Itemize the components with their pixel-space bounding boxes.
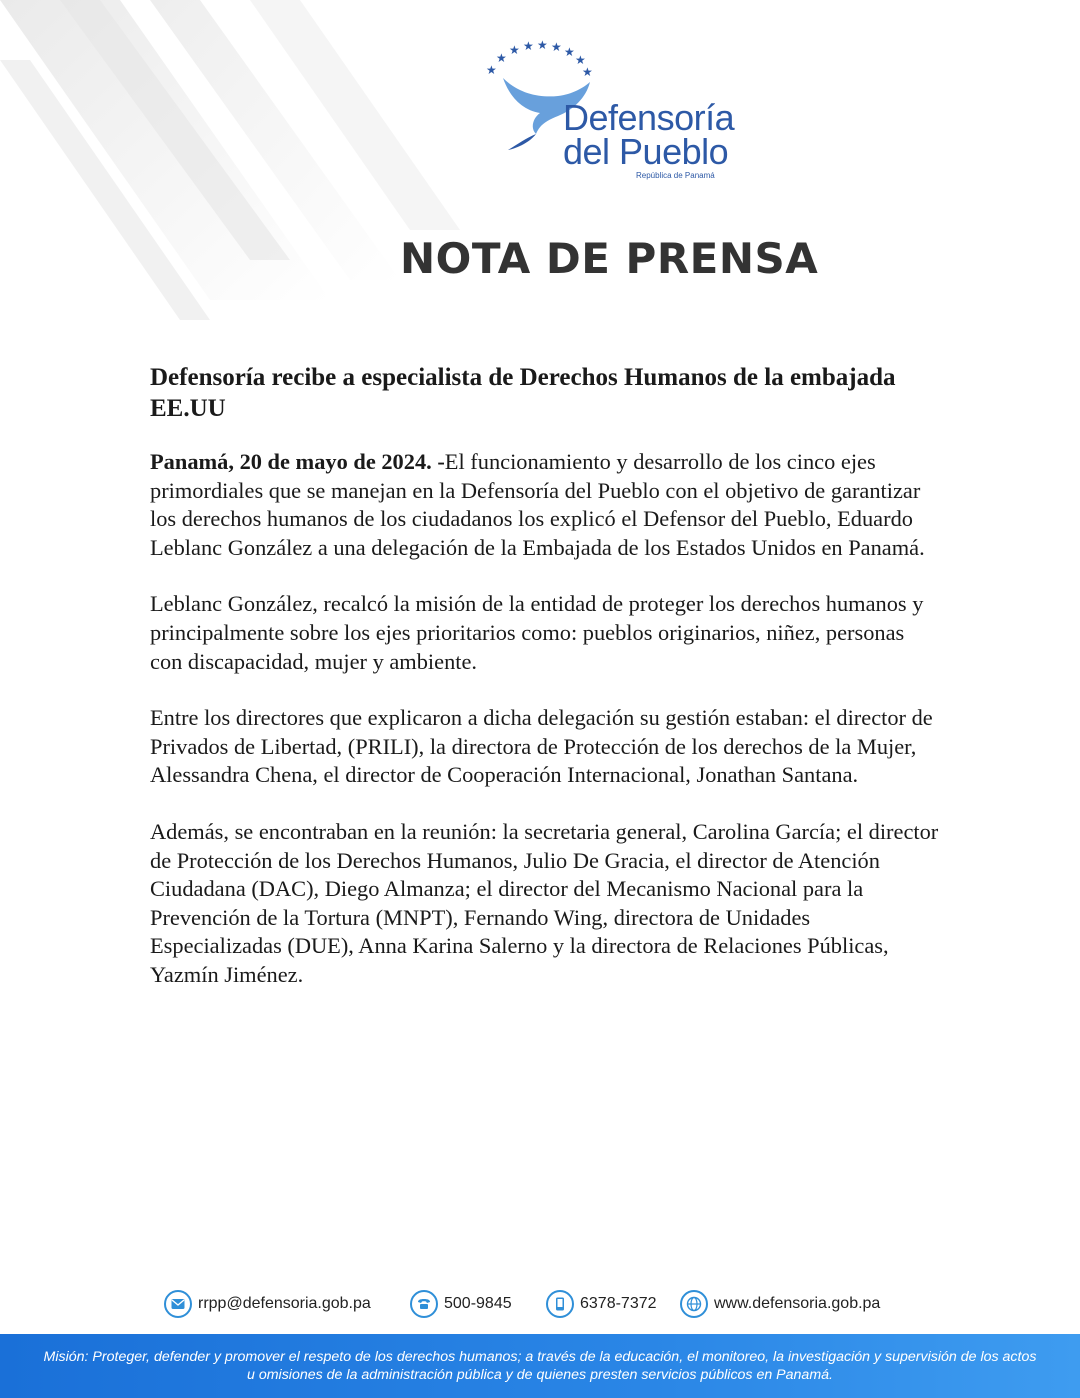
globe-icon: [680, 1290, 708, 1318]
mobile-icon: [546, 1290, 574, 1318]
paragraph-4: Además, se encontraban en la reunión: la secretaria general, Carolina García; el director de Protección de los Derechos Humanos, Julio De Gracia, el director de Atención Ciudadana (DAC), Diego Almanza; el director del Mecanismo Nacional para la Prevención de la Tortura (MNPT), Fernando Wing, directora de Unidades Especializadas (DUE), Anna Karina Salerno y la directora de Relaciones Públicas, Yazmín Jiménez.: [150, 818, 939, 987]
svg-text:★: ★: [582, 65, 593, 79]
paragraph-3: Entre los directores que explicaron a dicha delegación su gestión estaban: el director de Privados de Libertad, (PRILI), la directora de Protección de los derechos de la Mujer, Alessandra Chena, el director de Cooperación Internacional, Jonathan Santana.: [150, 705, 933, 788]
paragraph-2: Leblanc González, recalcó la misión de la entidad de proteger los derechos humanos y principalmente sobre los ejes prioritarios como: pueblos originarios, niñez, personas con discapacidad, mujer y ambiente.: [150, 591, 924, 674]
decorative-stripes: [0, 0, 460, 330]
email-icon: [164, 1290, 192, 1318]
contact-phone[interactable]: [410, 1288, 512, 1320]
mission-banner: [0, 1334, 1080, 1398]
svg-text:★: ★: [523, 39, 534, 53]
svg-text:★: ★: [564, 45, 575, 59]
mission-text: Misión: Proteger, defender y promover el respeto de los derechos humanos; a través de la educación, el monitoreo, la investigación y supervisión de los actos u omisiones de la administración pública y de quienes presten servicios públicos en Panamá.: [43, 1349, 1037, 1383]
contact-mobile[interactable]: [546, 1288, 657, 1320]
contact-website-text: www.defensoria.gob.pa: [714, 1295, 881, 1312]
contact-bar: [164, 1288, 904, 1320]
paragraph-lead: [150, 448, 940, 562]
svg-text:★: ★: [496, 51, 507, 65]
press-release-body: [150, 362, 940, 1018]
contact-email[interactable]: [164, 1288, 371, 1320]
contact-website[interactable]: [680, 1288, 880, 1320]
svg-text:★: ★: [551, 40, 562, 54]
dateline: Panamá, 20 de mayo de 2024. -: [150, 449, 445, 474]
svg-text:★: ★: [509, 43, 520, 57]
svg-text:★: ★: [575, 53, 586, 67]
phone-icon: [410, 1290, 438, 1318]
contact-phone-text: 500-9845: [444, 1295, 512, 1312]
document-type-title: NOTA DE PRENSA: [400, 234, 819, 283]
svg-text:★: ★: [537, 38, 548, 52]
logo-text-defensoria: Defensoría: [563, 97, 735, 138]
logo-text-del-pueblo: del Pueblo: [563, 131, 729, 172]
svg-text:★: ★: [486, 63, 497, 77]
headline: Defensoría recibe a especialista de Derechos Humanos de la embajada EE.UU: [150, 364, 896, 422]
logo-subtitle: República de Panamá: [636, 171, 715, 180]
paragraph-1-text: El funcionamiento y desarrollo de los cinco ejes primordiales que se manejan en la Defensoría del Pueblo con el objetivo de garantizar los derechos humanos de los ciudadanos los explicó el Defensor del Pueblo, Eduardo Leblanc González a una delegación de la Embajada de los Estados Unidos en Panamá.: [150, 449, 925, 560]
contact-email-text: rrpp@defensoria.gob.pa: [198, 1295, 371, 1312]
contact-mobile-text: 6378-7372: [580, 1295, 657, 1312]
